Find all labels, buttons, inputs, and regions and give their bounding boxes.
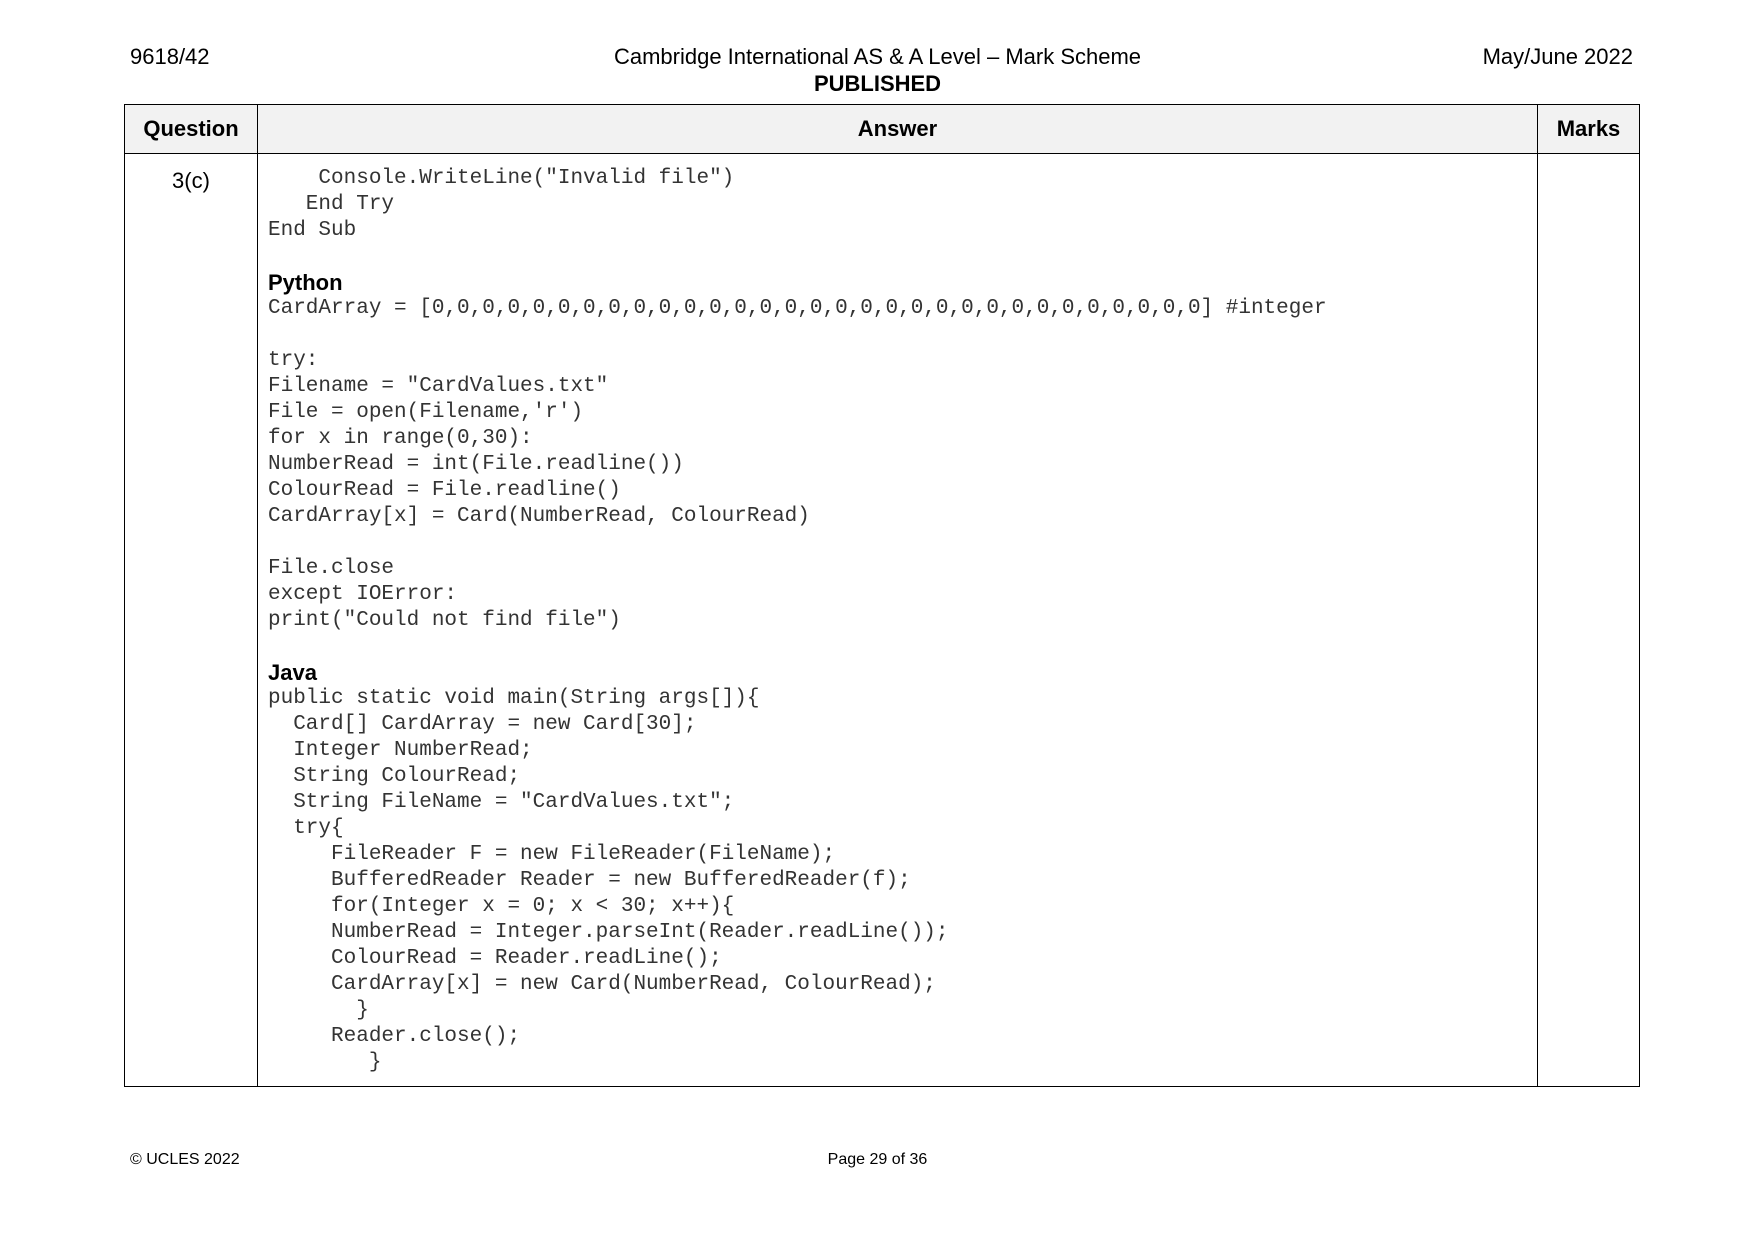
python-code-block (268, 296, 1527, 634)
question-header: Question (125, 105, 258, 154)
python-heading: Python (268, 270, 343, 295)
document-title: Cambridge International AS & A Level – Mark Scheme (613, 44, 1142, 69)
code-line: NumberRead = int(File.readline()) (268, 453, 684, 476)
code-line (268, 530, 1527, 556)
code-line: Filename = "CardValues.txt" (268, 375, 609, 398)
page-number: Page 29 of 36 (827, 1151, 928, 1168)
code-line: except IOError: (268, 583, 458, 606)
code-line: CardArray[x] = new Card(NumberRead, ColourRead); (268, 973, 936, 996)
code-line: } (268, 999, 369, 1022)
exam-session: May/June 2022 (1482, 44, 1633, 69)
code-line (268, 322, 1527, 348)
vb-code-block (268, 166, 1527, 244)
java-heading: Java (268, 660, 317, 685)
marks-header: Marks (1538, 105, 1640, 154)
code-line: String ColourRead; (268, 765, 521, 788)
code-line: CardArray[x] = Card(NumberRead, ColourRead) (268, 505, 810, 528)
answer-header: Answer (258, 105, 1538, 154)
code-line: Card[] CardArray = new Card[30]; (268, 713, 697, 736)
question-number: 3(c) (125, 154, 258, 1087)
code-line: BufferedReader Reader = new BufferedReader(f); (268, 869, 911, 892)
code-line: CardArray = [0,0,0,0,0,0,0,0,0,0,0,0,0,0,0,0,0,0,0,0,0,0,0,0,0,0,0,0,0,0,0] #integer (268, 297, 1327, 320)
code-line: try{ (268, 817, 344, 840)
code-line: ColourRead = File.readline() (268, 479, 621, 502)
code-line: ColourRead = Reader.readLine(); (268, 947, 722, 970)
answer-cell (258, 154, 1538, 1087)
code-line: File = open(Filename,'r') (268, 401, 584, 424)
table-row (125, 154, 1640, 1087)
code-line: public static void main(String args[]){ (268, 687, 760, 710)
java-code-block (268, 686, 1527, 1076)
code-line: End Try (268, 193, 395, 216)
paper-code: 9618/42 (130, 44, 210, 69)
code-line: End Sub (268, 219, 357, 242)
code-line: Console.WriteLine("Invalid file") (268, 167, 735, 190)
code-line: try: (268, 349, 319, 372)
published-label: PUBLISHED (813, 71, 942, 96)
code-line: NumberRead = Integer.parseInt(Reader.readLine()); (268, 921, 949, 944)
code-line: String FileName = "CardValues.txt"; (268, 791, 735, 814)
marks-cell (1538, 154, 1640, 1087)
mark-scheme-table (124, 104, 1640, 1087)
code-line: Integer NumberRead; (268, 739, 533, 762)
code-line: for x in range(0,30): (268, 427, 533, 450)
code-line: print("Could not find file") (268, 609, 621, 632)
copyright: © UCLES 2022 (130, 1151, 240, 1168)
code-line: } (268, 1051, 382, 1074)
code-line: FileReader F = new FileReader(FileName); (268, 843, 836, 866)
code-line: for(Integer x = 0; x < 30; x++){ (268, 895, 735, 918)
table-header-row (125, 105, 1640, 154)
code-line: Reader.close(); (268, 1025, 521, 1048)
code-line: File.close (268, 557, 395, 580)
